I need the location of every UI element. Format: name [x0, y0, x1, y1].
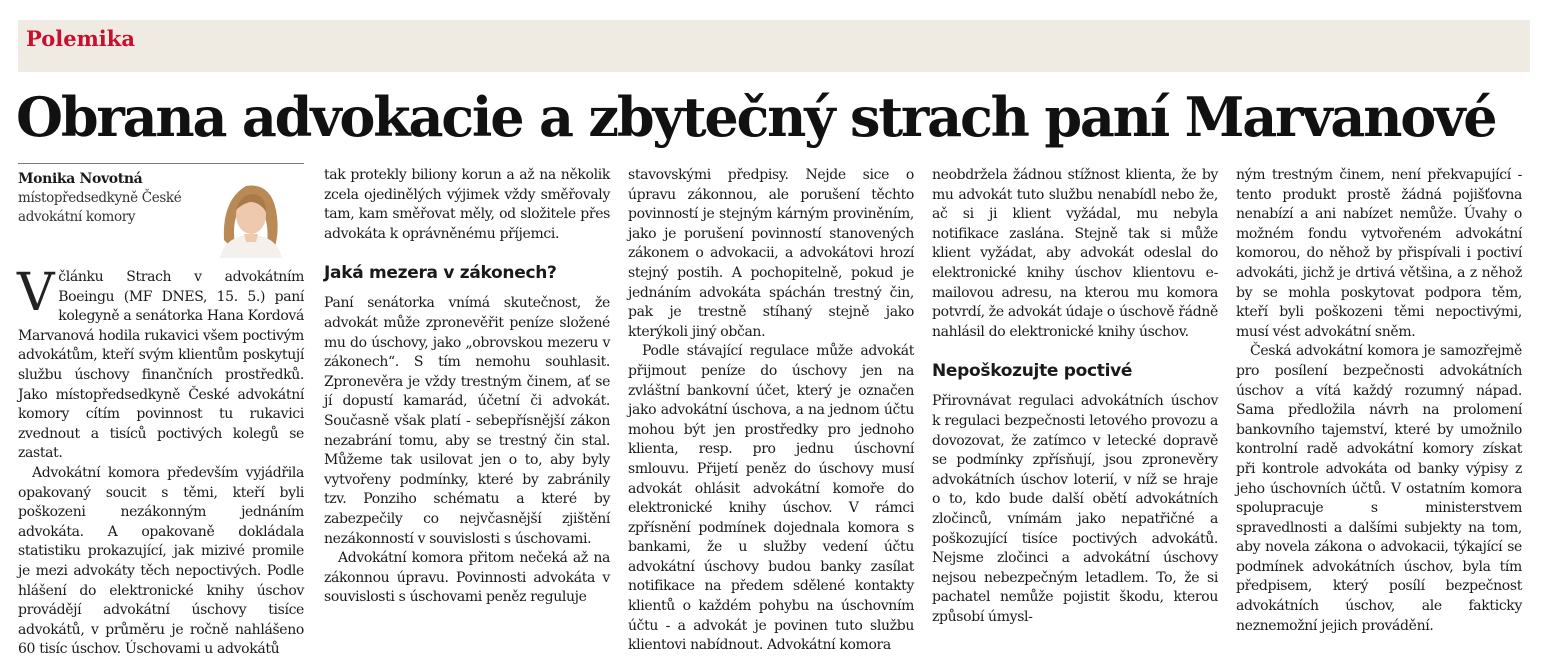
- paragraph: Paní senátorka vnímá skutečnost, že advokát může zpronevěřit peníze složené mu do úschovy, jako „obrovskou mezeru v zákonech“. S tím nemohu souhlasit. Zpronevěra je vždy trestným činem, ať se jí dopustí kamarád, účetní či advokát. Současně však platí - sebepřísnější zákon nezabrání tomu, aby se trestný čin stal. Můžeme tak usilovat jen o to, aby byly vytvořeny podmínky, které by zabránily tzv. Ponziho schématu a které by zabezpečily co nejvčasnější zjištění nezákonností v souvislosti s úschovami.: [324, 295, 610, 547]
- paragraph: Včlánku Strach v advokátním Boeingu (MF DNES, 15. 5.) paní kolegyně a senátorka Hana Kordová Marvanová hodila rukavici všem poctivým advokátům, kteří svým klientům poskytují službu úschovy finančních prostředků. Jako místopředsedkyně České advokátní komory cítím povinnost tu rukavici zvednout a tisíců poctivých kolegů se zastat.: [17, 263, 304, 462]
- paragraph: stavovskými předpisy. Nejde sice o úpravu zákonnou, ale porušení těchto povinností je stejným kárným proviněním, jako je porušení povinností stanovených zákonem o advokacii, a advokátovi hrozí stejný postih. A pochopitelně, pokud je jednáním advokáta spáchán trestný čin, pak je trestně stíhaný stejně jako kterýkoli jiný občan.: [628, 167, 914, 340]
- author-role: místopředsedkyně České advokátní komory: [18, 190, 182, 225]
- paragraph: ným trestným činem, není překvapující - tento produkt prostě žádná pojišťovna nenabízí a ani nabízet nemůže. Úvahy o možném fondu vytvořeném advokátní komorou, do něhož by přispívali i poctiví advokáti, jichž je drtivá většina, a z něhož by se mohla poskytovat podpora těm, kteří byli poškozeni těmi nepoctivými, musí vést advokátní sněm.: [1236, 167, 1522, 340]
- paragraph: Advokátní komora přitom nečeká až na zákonnou úpravu. Povinnosti advokáta v souvislosti s úschovami peněz reguluje: [324, 550, 610, 606]
- paragraph: Přirovnávat regulaci advokátních úschov k regulaci bezpečnosti letového provozu a dovozovat, že zatímco v letecké dopravě se podmínky zpřísňují, jsou zpronevěry advokátních úschov loterií, v níž se hraje o to, kdo bude další obětí advokátních zločinců, vnímám jako nepatřičné a poškozující tisíce poctivých advokátů. Nejsme zločinci a advokátní úschovy nejsou nebezpečným letadlem. To, že si pachatel nemůže pojistit škodu, kterou způsobí úmysl-: [932, 393, 1218, 625]
- author-box: [18, 163, 304, 262]
- dropcap: V: [17, 263, 55, 323]
- section-label: Polemika: [26, 26, 135, 51]
- author-name: Monika Novotná: [18, 171, 143, 187]
- paragraph: neobdržela žádnou stížnost klienta, že by mu advokát tuto službu nenabídl nebo že, ač si ji klient vyžádal, mu nebyla notifikace zaslána. Stejně tak si může klient vyžádat, aby advokát odeslal do elektronické knihy úschov klientovu e-mailovou adresu, na kterou mu komora potvrdí, že advokát údaje o úschově řádně nahlásil do elektronické knihy úschov.: [932, 167, 1218, 340]
- subheading: Jaká mezera v zákonech?: [324, 263, 557, 284]
- paragraph: Advokátní komora především vyjádřila opakovaný soucit s těmi, kteří byli poškozeni nezákonným jednáním advokáta. A opakovaně dokládala statistiku prokazující, jak mizivé promile je mezi advokáty těch nepoctivých. Podle hlášení do elektronické knihy úschov provádějí advokátní úschovy tisíce advokátů, v průměru je ročně nahlášeno 60 tisíc úschov. Úschovami u advokátů: [18, 464, 304, 658]
- article-column-3: [628, 166, 914, 656]
- paragraph: Podle stávající regulace může advokát přijmout peníze do úschovy jen na zvláštní bankovní účet, který je označen jako advokátní úschova, a na jednom účtu mohou být jen prostředky pro jednoho klienta, resp. pro jednu úschovní smlouvu. Přijetí peněz do úschovy musí advokát ohlásit advokátní komoře do elektronické knihy úschov. V rámci zpřísnění podmínek dojednala komora s bankami, že u služby vedení účtu advokátní úschovy budou banky zasílat notifikace na předem sdělené kontakty klientů o každém pohybu na úschovním účtu - a advokát je povinen tuto službu klientovi nabídnout. Advokátní komora: [628, 343, 914, 654]
- headline: Obrana advokacie a zbytečný strach paní Marvanové: [16, 85, 1496, 149]
- paragraph: Česká advokátní komora je samozřejmě pro posílení bezpečnosti advokátních úschov a vítá každý rozumný nápad. Sama předložila návrh na prolomení bankovního tajemství, které by umožnilo kontrolní radě advokátní komory získat při kontrole advokáta od banky výpisy z jeho úschovních účtů. V ostatním komora spolupracuje s ministerstvem spravedlnosti a dalšími subjekty na tom, aby novela zákona o advokacii, týkající se podmínek advokátních úschov, byla tím předpisem, který posílí bezpečnost advokátních úschov, ale fakticky neznemožní jejich provádění.: [1236, 343, 1522, 634]
- article-column-5: [1236, 166, 1522, 636]
- article-column-4: [932, 166, 1218, 627]
- article-column-2: [324, 166, 610, 608]
- avatar: [206, 170, 292, 258]
- paragraph: tak protekly biliony korun a až na několik zcela ojedinělých výjimek vždy směřovaly tam, kam směřovat měly, od složitele přes advokáta k oprávněnému příjemci.: [324, 167, 610, 242]
- section-bar: [18, 20, 1530, 72]
- subheading: Nepoškozujte poctivé: [932, 361, 1133, 382]
- author-photo-icon: [206, 170, 292, 258]
- article-column-1: [18, 163, 304, 660]
